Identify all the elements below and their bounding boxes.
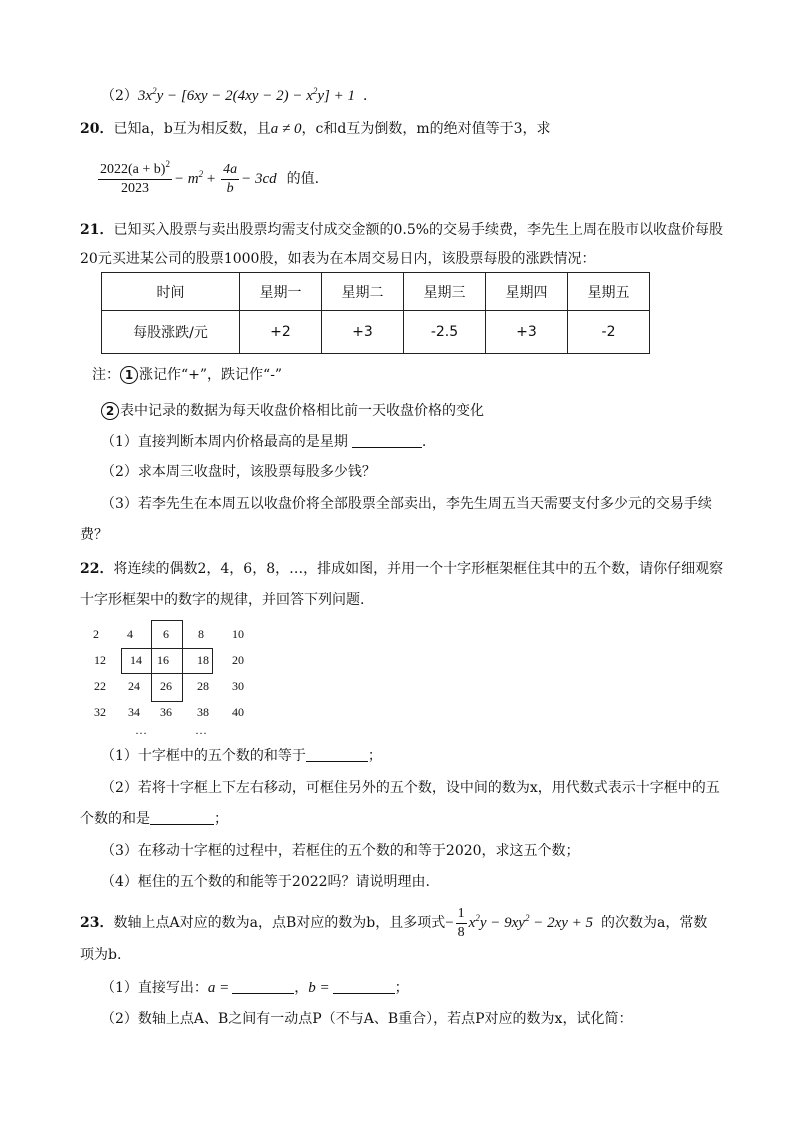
q19-part2: $(2)3x^2y - [6xy - 2(4xy - 2) - x^2y] + 1$ ． bbox=[101, 86, 377, 104]
table-row bbox=[102, 311, 650, 354]
q21-sub3-line2: 费？ bbox=[80, 527, 108, 543]
q23-fraction: $\frac{1}{8}$ bbox=[457, 905, 465, 940]
grid-number: 30 bbox=[232, 679, 244, 693]
q21-sub2: （2）求本周三收盘时，该股票每股多少钱？ bbox=[101, 464, 376, 480]
stock-change-table bbox=[101, 272, 650, 354]
grid-number: 28 bbox=[197, 679, 209, 693]
grid-number: 26 bbox=[160, 679, 172, 693]
grid-ellipsis: … bbox=[135, 723, 147, 737]
grid-number: 4 bbox=[127, 627, 133, 641]
q19-expression: $3x^2y - [6xy - 2(4xy - 2) - x^2y] + 1$ bbox=[137, 86, 355, 104]
q22-sub2-line1: （2）若将十字框上下左右移动，可框住另外的五个数，设中间的数为x，用代数式表示十字框中的五 bbox=[101, 780, 720, 796]
table-header-cell: 星期三 bbox=[404, 273, 486, 311]
question-number: 22． bbox=[80, 561, 114, 577]
q21-stem-line1: 21．已知买入股票与卖出股票均需支付成交金额的0.5%的交易手续费，李先生上周在股市以收盘价每股 bbox=[80, 222, 724, 238]
q20-fraction-2: $\frac{4a}{b}$ bbox=[223, 161, 238, 196]
answer-blank[interactable] bbox=[150, 810, 214, 825]
table-header-cell: 星期一 bbox=[240, 273, 322, 311]
grid-ellipsis: … bbox=[195, 723, 207, 737]
table-header-cell: 星期二 bbox=[322, 273, 404, 311]
q21-stem-line2: 20元买进某公司的股票1000股，如表为在本周交易日内，该股票每股的涨跌情况： bbox=[80, 251, 596, 267]
q21-note1: 注： 1 涨记作“+”，跌记作“-” bbox=[92, 367, 283, 383]
q22-stem-line2: 十字形框架中的数字的规律，并回答下列问题. bbox=[80, 592, 365, 608]
grid-number: 40 bbox=[232, 705, 244, 719]
table-cell: +3 bbox=[322, 311, 404, 354]
grid-number: 38 bbox=[197, 705, 209, 719]
q23-stem-line1: 23．数轴上点A对应的数为a，点B对应的数为b，且多项式− $\frac{1}{8}$ $x^2y - 9xy^2 - 2xy + 5$ 的次数为a，常数 bbox=[80, 905, 708, 940]
grid-number: 12 bbox=[94, 653, 106, 667]
grid-number: 2 bbox=[93, 627, 99, 641]
answer-blank[interactable] bbox=[306, 747, 368, 762]
grid-number: 24 bbox=[128, 679, 140, 693]
q23-sub2: （2）数轴上点A、B之间有一动点P（不与A、B重合），若点P对应的数为x，试化简： bbox=[101, 1011, 633, 1027]
answer-blank-b[interactable] bbox=[333, 979, 395, 994]
grid-number: 36 bbox=[160, 705, 172, 719]
q22-sub2-line2: 个数的和是 ； bbox=[80, 811, 228, 827]
q22-sub4: （4）框住的五个数的和能等于2022吗？请说明理由. bbox=[101, 874, 430, 890]
q22-sub1: （1）十字框中的五个数的和等于 ； bbox=[101, 748, 382, 764]
grid-number: 34 bbox=[128, 705, 140, 719]
grid-number: 8 bbox=[198, 627, 204, 641]
q21-sub3-line1: （3）若李先生在本周五以收盘价将全部股票全部卖出，李先生周五当天需要支付多少元的交易手续 bbox=[101, 496, 712, 512]
grid-number: 6 bbox=[163, 627, 169, 641]
table-cell: +2 bbox=[240, 311, 322, 354]
answer-blank-a[interactable] bbox=[232, 979, 294, 994]
q22-sub3: （3）在移动十字框的过程中，若框住的五个数的和等于2020，求这五个数； bbox=[101, 843, 580, 859]
answer-blank[interactable] bbox=[352, 433, 422, 448]
grid-number: 22 bbox=[94, 679, 106, 693]
grid-number: 32 bbox=[94, 705, 106, 719]
grid-number: 18 bbox=[197, 653, 209, 667]
q23-polynomial: $x^2y - 9xy^2 - 2xy + 5$ bbox=[468, 913, 594, 931]
table-cell: -2.5 bbox=[404, 311, 486, 354]
question-number: 23． bbox=[80, 915, 114, 931]
table-header-cell: 星期四 bbox=[486, 273, 568, 311]
even-number-grid bbox=[80, 620, 280, 740]
grid-number: 14 bbox=[130, 653, 142, 667]
grid-number: 10 bbox=[232, 627, 244, 641]
q23-sub1: （1）直接写出：a = ，b = ； bbox=[101, 980, 409, 996]
question-number: 21． bbox=[80, 222, 114, 238]
question-number: 20． bbox=[80, 121, 114, 137]
grid-number: 20 bbox=[232, 653, 244, 667]
circled-number-2: 2 bbox=[101, 402, 119, 420]
table-header-cell: 时间 bbox=[102, 273, 240, 311]
table-row-label: 每股涨跌/元 bbox=[102, 311, 240, 354]
grid-number: 16 bbox=[157, 653, 169, 667]
table-cell: +3 bbox=[486, 311, 568, 354]
q22-stem-line1: 22．将连续的偶数2，4，6，8，…，排成如图，并用一个十字形框架框住其中的五个数，请你仔细观察 bbox=[80, 561, 724, 577]
table-header-cell: 星期五 bbox=[568, 273, 650, 311]
q20-expression: $\frac{2022(a + b)^2}{2023}$ − $m^2$ + $\frac{4a}{b}$ − 3cd 的值. bbox=[100, 158, 320, 196]
q20-fraction-1: $\frac{2022(a + b)^2}{2023}$ bbox=[100, 158, 170, 196]
table-cell: -2 bbox=[568, 311, 650, 354]
circled-number-1: 1 bbox=[120, 366, 138, 384]
q20-stem: 20．已知a，b互为相反数，且a ≠ 0，c和d互为倒数，m的绝对值等于3，求 bbox=[80, 121, 551, 137]
table-header-row bbox=[102, 273, 650, 311]
q21-sub1: （1）直接判断本周内价格最高的是星期 . bbox=[101, 434, 427, 450]
q21-note2: 2 表中记录的数据为每天收盘价格相比前一天收盘价格的变化 bbox=[101, 401, 484, 421]
q23-stem-line2: 项为b. bbox=[80, 947, 122, 963]
